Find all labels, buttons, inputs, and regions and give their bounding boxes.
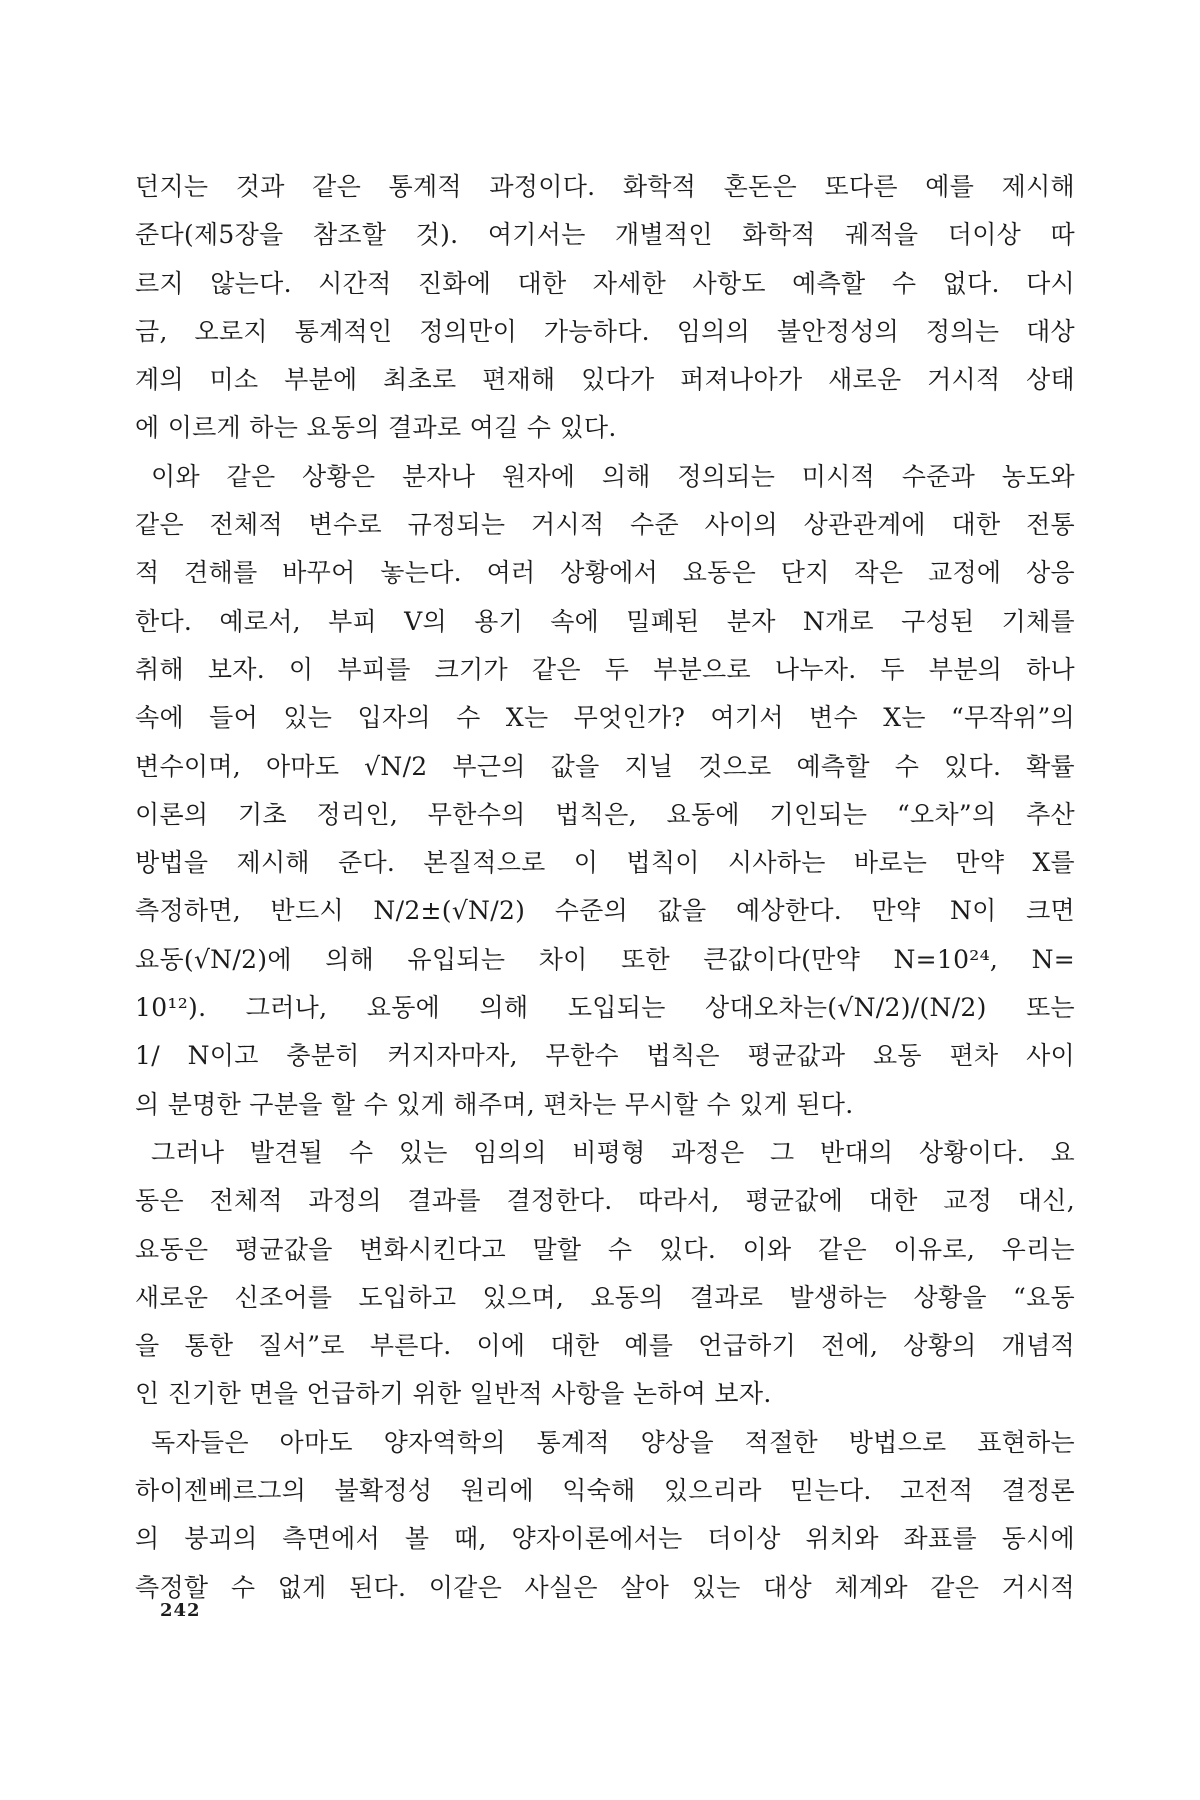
text-line: 측정할 수 없게 된다. 이같은 사실은 살아 있는 대상 체계와 같은 거시적	[135, 1572, 1075, 1602]
text-line: 1/ N이고 충분히 커지자마자, 무한수 법칙은 평균값과 요동 편차 사이	[135, 1041, 1075, 1071]
text-line: 같은 전체적 변수로 규정되는 거시적 수준 사이의 상관관계에 대한 전통	[135, 510, 1075, 540]
text-line: 취해 보자. 이 부피를 크기가 같은 두 부분으로 나누자. 두 부분의 하나	[135, 654, 1075, 684]
body-text	[135, 163, 1075, 1612]
text-line: 르지 않는다. 시간적 진화에 대한 자세한 사항도 예측할 수 없다. 다시	[135, 268, 1075, 298]
text-line: 요동은 평균값을 변화시킨다고 말할 수 있다. 이와 같은 이유로, 우리는	[135, 1234, 1075, 1264]
text-line: 에 이르게 하는 요동의 결과로 여길 수 있다.	[135, 413, 617, 443]
text-line: 10¹²). 그러나, 요동에 의해 도입되는 상대오차는(√N/2)/(N/2) 또는	[135, 993, 1075, 1023]
page-number: 242	[160, 1600, 201, 1621]
text-line: 한다. 예로서, 부피 V의 용기 속에 밀폐된 분자 N개로 구성된 기체를	[135, 606, 1075, 636]
text-line: 그러나 발견될 수 있는 임의의 비평형 과정은 그 반대의 상황이다. 요	[151, 1137, 1075, 1167]
text-line: 계의 미소 부분에 최초로 편재해 있다가 퍼져나아가 새로운 거시적 상태	[135, 365, 1075, 395]
text-line: 변수이며, 아마도 √N/2 부근의 값을 지닐 것으로 예측할 수 있다. 확률	[135, 751, 1075, 781]
text-line: 동은 전체적 과정의 결과를 결정한다. 따라서, 평균값에 대한 교정 대신,	[135, 1186, 1075, 1216]
text-line: 요동(√N/2)에 의해 유입되는 차이 또한 큰값이다(만약 N=10²⁴, N=	[135, 944, 1075, 974]
text-line: 측정하면, 반드시 N/2±(√N/2) 수준의 값을 예상한다. 만약 N이 크면	[135, 896, 1075, 926]
text-line: 인 진기한 면을 언급하기 위한 일반적 사항을 논하여 보자.	[135, 1379, 772, 1409]
text-line: 을 통한 질서”로 부른다. 이에 대한 예를 언급하기 전에, 상황의 개념적	[135, 1331, 1075, 1361]
text-line: 독자들은 아마도 양자역학의 통계적 양상을 적절한 방법으로 표현하는	[151, 1427, 1075, 1457]
text-line: 준다(제5장을 참조할 것). 여기서는 개별적인 화학적 궤적을 더이상 따	[135, 220, 1075, 250]
text-line: 던지는 것과 같은 통계적 과정이다. 화학적 혼돈은 또다른 예를 제시해	[135, 172, 1075, 201]
text-line: 의 붕괴의 측면에서 볼 때, 양자이론에서는 더이상 위치와 좌표를 동시에	[135, 1524, 1075, 1554]
text-line: 방법을 제시해 준다. 본질적으로 이 법칙이 시사하는 바로는 만약 X를	[135, 848, 1075, 878]
text-line: 금, 오로지 통계적인 정의만이 가능하다. 임의의 불안정성의 정의는 대상	[135, 316, 1075, 346]
text-line: 의 분명한 구분을 할 수 있게 해주며, 편차는 무시할 수 있게 된다.	[135, 1089, 854, 1119]
text-line: 새로운 신조어를 도입하고 있으며, 요동의 결과로 발생하는 상황을 “요동	[135, 1282, 1075, 1312]
text-line: 이론의 기초 정리인, 무한수의 법칙은, 요동에 기인되는 “오차”의 추산	[135, 799, 1075, 829]
text-line: 하이젠베르그의 불확정성 원리에 익숙해 있으리라 믿는다. 고전적 결정론	[135, 1476, 1075, 1506]
text-line: 이와 같은 상황은 분자나 원자에 의해 정의되는 미시적 수준과 농도와	[151, 461, 1075, 491]
text-line: 적 견해를 바꾸어 놓는다. 여러 상황에서 요동은 단지 작은 교정에 상응	[135, 558, 1075, 588]
text-line: 속에 들어 있는 입자의 수 X는 무엇인가? 여기서 변수 X는 “무작위”의	[135, 703, 1075, 733]
